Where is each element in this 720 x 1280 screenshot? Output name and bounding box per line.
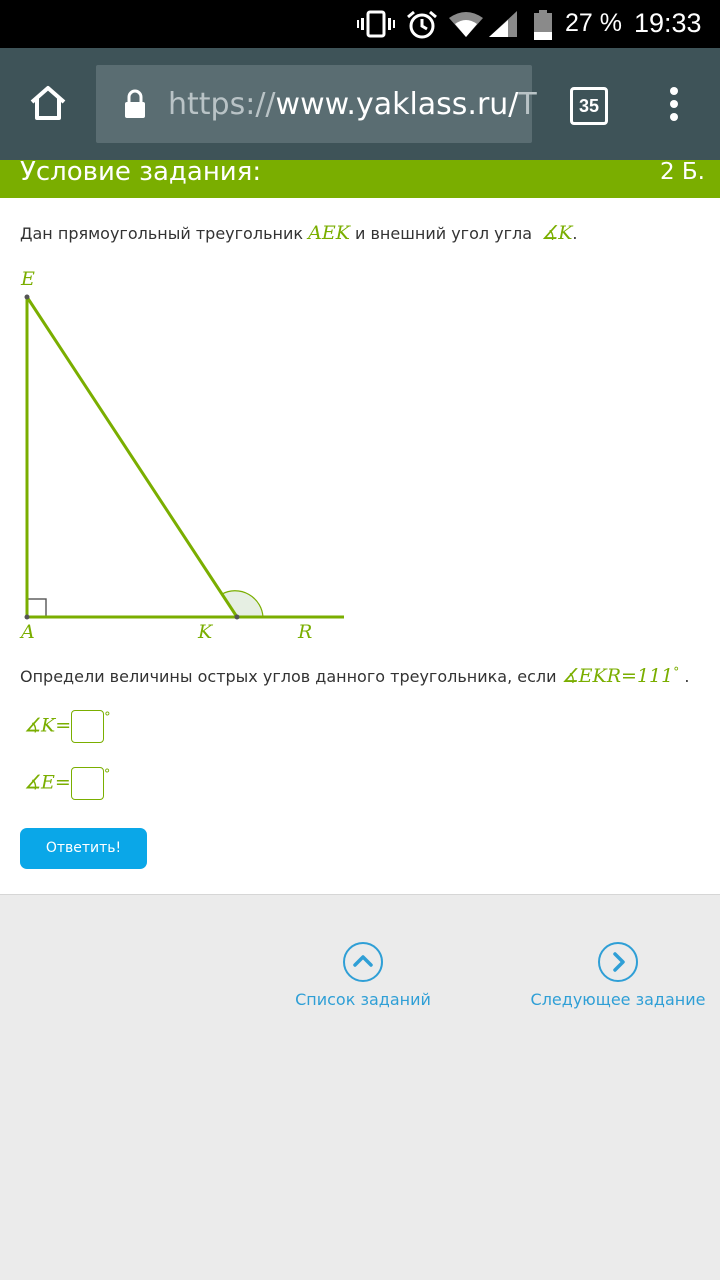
url-text [168, 87, 537, 122]
signal-icon [488, 10, 518, 38]
answer-label-K: ∡K= [24, 714, 72, 737]
menu-icon[interactable] [666, 86, 682, 122]
submit-button[interactable]: Ответить! [20, 828, 147, 869]
chevron-right-icon [598, 942, 638, 982]
intro-text-1: Дан прямоугольный треугольник [20, 224, 304, 243]
side-EK [27, 297, 237, 617]
alarm-icon [406, 10, 438, 40]
battery-percent: 27 % [565, 9, 622, 37]
question-condition: ∡EKR=111 [561, 665, 674, 687]
url-bar[interactable] [96, 65, 537, 143]
intro-angle: ∡K [541, 222, 573, 244]
vibrate-icon [357, 10, 395, 38]
browser-toolbar [0, 48, 720, 160]
lock-icon [122, 88, 148, 120]
triangle-figure [0, 260, 380, 650]
task-points: 2 Б. [659, 159, 705, 185]
answer-unit-K: ° [104, 710, 111, 725]
task-title: Условие задания: [20, 157, 262, 187]
question-text: Определи величины острых углов данного треугольника, если [20, 667, 557, 686]
intro-text-2: и внешний угол угла [355, 224, 533, 243]
task-header [0, 157, 720, 198]
point-K [235, 615, 240, 620]
answer-unit-E: ° [103, 767, 111, 782]
answer-input-E[interactable] [71, 767, 104, 800]
label-E: E [21, 268, 35, 290]
task-list-link[interactable] [288, 942, 438, 1009]
point-E [25, 295, 30, 300]
label-R: R [298, 621, 313, 643]
answer-input-K[interactable] [71, 710, 104, 743]
task-question [20, 665, 689, 687]
url-path: T [518, 87, 537, 122]
status-bar [0, 0, 720, 48]
intro-triangle: AEK [308, 222, 350, 244]
tab-switcher-button[interactable]: 35 [570, 87, 608, 125]
wifi-icon [448, 10, 484, 38]
label-K: K [198, 621, 213, 643]
answer-row-K [24, 710, 111, 743]
url-scheme: https:// [168, 87, 276, 122]
battery-icon [532, 10, 554, 40]
point-A [25, 615, 30, 620]
url-host: www.yaklass.ru/ [275, 87, 519, 122]
task-intro [20, 222, 578, 244]
right-angle-mark [27, 599, 46, 617]
chevron-up-icon [343, 942, 383, 982]
task-card [0, 157, 720, 895]
label-A: A [21, 621, 35, 643]
answer-row-E [24, 767, 110, 800]
task-list-label: Список заданий [295, 990, 431, 1009]
question-end: . [684, 667, 690, 686]
intro-end: . [572, 224, 578, 243]
next-task-link[interactable] [530, 942, 706, 1009]
question-degree: ° [673, 665, 680, 679]
clock: 19:33 [634, 8, 702, 38]
answer-label-E: ∡E= [24, 771, 71, 794]
next-task-label: Следующее задание [530, 990, 706, 1009]
home-icon[interactable] [28, 84, 68, 122]
